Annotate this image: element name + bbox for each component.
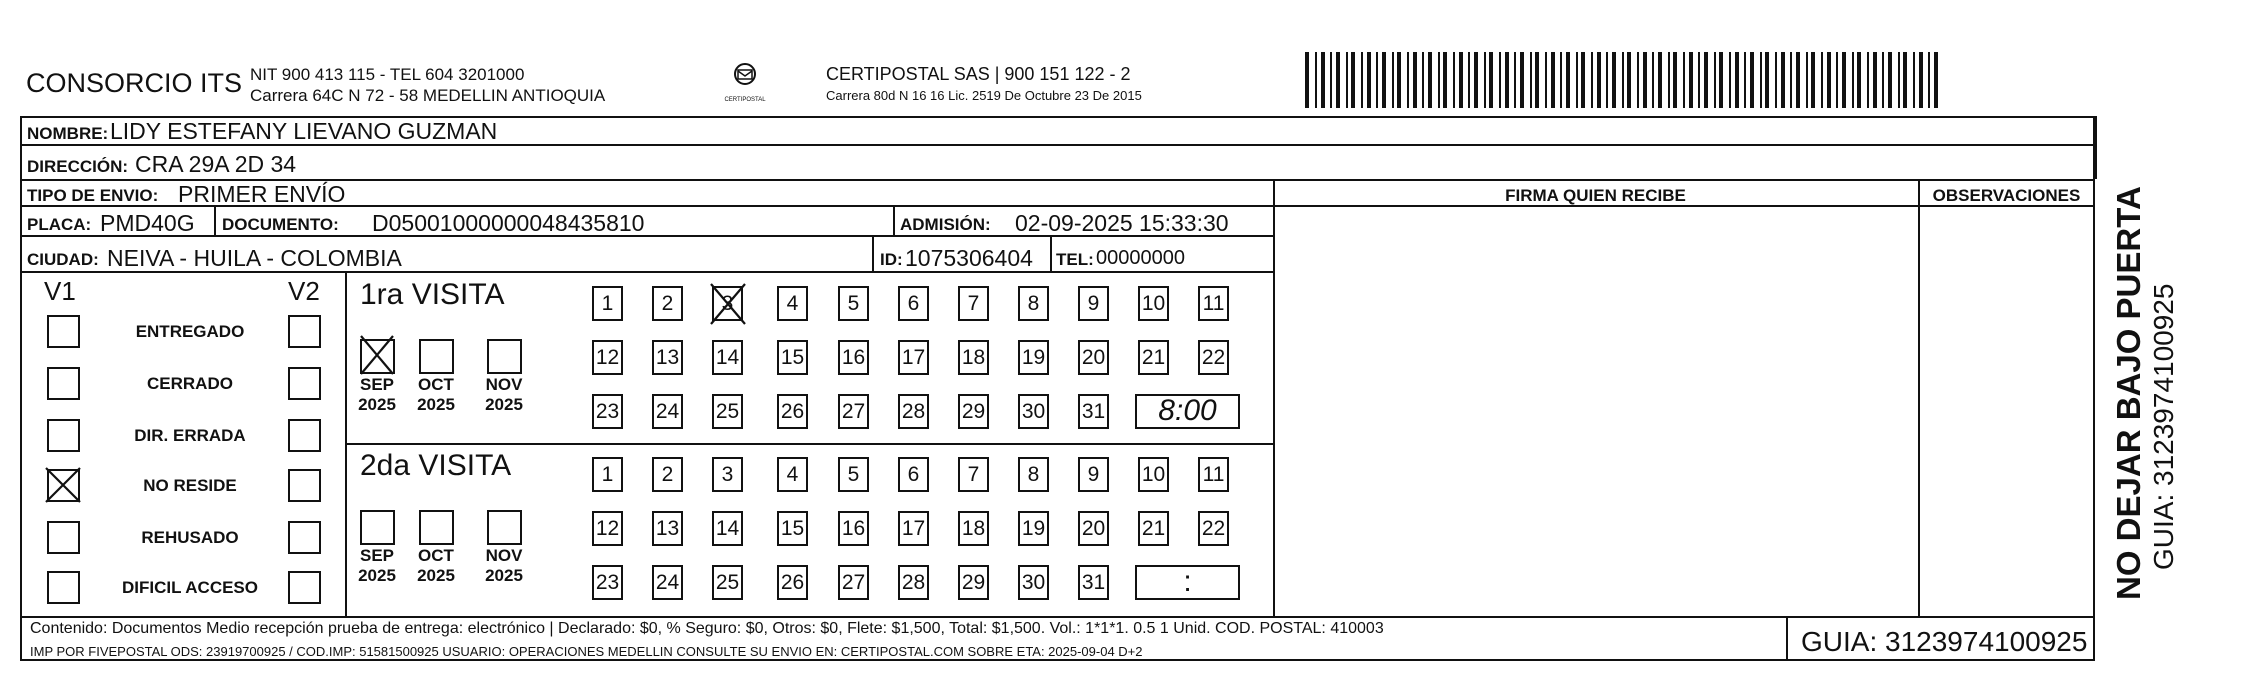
day-box[interactable]: 10	[1138, 286, 1169, 321]
month-year: 2025	[358, 566, 396, 585]
barcode-bar	[1857, 52, 1861, 108]
address-line: Carrera 64C N 72 - 58 MEDELLIN ANTIOQUIA	[250, 86, 606, 105]
day-box[interactable]: 23	[592, 394, 623, 429]
barcode-bar	[1489, 52, 1493, 108]
side-panel	[2110, 186, 2180, 600]
v1-checkbox[interactable]	[47, 367, 80, 400]
day-box[interactable]: 24	[652, 565, 683, 600]
day-box[interactable]: 16	[838, 340, 869, 375]
barcode-bar	[1836, 52, 1838, 108]
month-label	[479, 546, 529, 586]
day-box[interactable]: 17	[898, 340, 929, 375]
month-name: SEP	[359, 375, 395, 394]
partner-sub: Carrera 80d N 16 16 Lic. 2519 De Octubre 23 De 2015	[826, 88, 1142, 103]
month-year: 2025	[358, 395, 396, 414]
barcode-bar	[1934, 52, 1938, 108]
barcode-bar	[1729, 52, 1731, 108]
barcode-bar	[1919, 52, 1923, 108]
day-box[interactable]: 28	[898, 565, 929, 600]
admision-label: ADMISIÓN:	[900, 215, 991, 234]
nit-line: NIT 900 413 115 - TEL 604 3201000	[250, 65, 525, 84]
barcode-bar	[1627, 52, 1631, 108]
barcode-bar	[1622, 52, 1624, 108]
day-box[interactable]: 10	[1138, 457, 1169, 492]
month-name: OCT	[418, 546, 454, 565]
month-label	[352, 546, 402, 586]
barcode-bar	[1811, 52, 1815, 108]
barcode-bar	[1882, 52, 1884, 108]
barcode-bar	[1545, 52, 1547, 108]
placa-label: PLACA:	[27, 215, 92, 234]
barcode	[1305, 52, 1939, 108]
barcode-bar	[1530, 52, 1532, 108]
month-year: 2025	[485, 566, 523, 585]
tipo-envio-label: TIPO DE ENVIO:	[27, 186, 159, 205]
day-box[interactable]: 13	[652, 340, 683, 375]
barcode-bar	[1735, 52, 1739, 108]
v1-header: V1	[44, 276, 76, 306]
day-box[interactable]: 21	[1138, 511, 1169, 546]
day-box[interactable]: 18	[958, 340, 989, 375]
month-label	[352, 375, 402, 415]
barcode-bar	[1505, 52, 1509, 108]
month-year: 2025	[417, 395, 455, 414]
footer-content: Contenido: Documentos Medio recepción prueba de entrega: electrónico | Declarado: $0, % Seguro: $0, Otros: $0, Flete: $1,500, Total: $1,500. Vol.: 1*1*1. 0.5 1 Unid. COD. POSTAL: 410003	[30, 620, 1384, 637]
month-year: 2025	[417, 566, 455, 585]
day-box[interactable]: 29	[958, 394, 989, 429]
barcode-bar	[1351, 52, 1355, 108]
barcode-bar	[1775, 52, 1777, 108]
barcode-bar	[1597, 52, 1601, 108]
barcode-bar	[1499, 52, 1501, 108]
partner-line: CERTIPOSTAL SAS | 900 151 122 - 2	[826, 64, 1131, 84]
v1-checkbox[interactable]	[47, 315, 80, 348]
tel-value: 00000000	[1096, 247, 1185, 269]
day-box[interactable]: 8	[1018, 286, 1049, 321]
side-guia: GUIA: 3123974100925	[2148, 283, 2179, 570]
barcode-bar	[1821, 52, 1823, 108]
barcode-bar	[1888, 52, 1892, 108]
day-box[interactable]: 31	[1078, 565, 1109, 600]
barcode-bar	[1806, 52, 1808, 108]
day-box[interactable]: 30	[1018, 565, 1049, 600]
footer-print-info: IMP POR FIVEPOSTAL ODS: 23919700925 / COD.IMP: 51581500925 USUARIO: OPERACIONES MEDELLIN CONSULTE SU ENVIO EN: CERTIPOSTAL.COM SOBRE ETA: 2025-09-04 D+2	[30, 644, 1143, 659]
company-name: CONSORCIO ITS	[26, 68, 243, 98]
tel-label: TEL:	[1056, 250, 1094, 269]
admision-value: 02-09-2025 15:33:30	[1015, 210, 1229, 236]
barcode-bar	[1903, 52, 1907, 108]
day-box[interactable]: 6	[898, 457, 929, 492]
visit-2-title: 2da VISITA	[360, 449, 512, 482]
barcode-bar	[1443, 52, 1447, 108]
day-box[interactable]: 25	[712, 565, 743, 600]
day-box[interactable]: 27	[838, 565, 869, 600]
barcode-bar	[1453, 52, 1455, 108]
company-info	[250, 64, 605, 106]
barcode-bar	[1514, 52, 1516, 108]
barcode-bar	[1305, 52, 1309, 108]
month-name: NOV	[485, 375, 523, 394]
month-checkbox[interactable]	[360, 339, 395, 374]
barcode-bar	[1714, 52, 1716, 108]
day-box[interactable]: 2	[652, 286, 683, 321]
day-box[interactable]: 23	[592, 565, 623, 600]
nombre-label: NOMBRE:	[27, 124, 109, 143]
barcode-bar	[1330, 52, 1332, 108]
barcode-bar	[1535, 52, 1539, 108]
day-box[interactable]: 20	[1078, 340, 1109, 375]
day-box[interactable]: 30	[1018, 394, 1049, 429]
barcode-bar	[1376, 52, 1378, 108]
status-label: REHUSADO	[141, 528, 239, 547]
barcode-bar	[1689, 52, 1693, 108]
day-box[interactable]: 9	[1078, 286, 1109, 321]
day-box[interactable]: 19	[1018, 511, 1049, 546]
v2-checkbox[interactable]	[288, 315, 321, 348]
v2-checkbox[interactable]	[288, 419, 321, 452]
barcode-bar	[1591, 52, 1593, 108]
barcode-bar	[1842, 52, 1846, 108]
guia-footer: GUIA: 3123974100925	[1801, 626, 2088, 657]
barcode-bar	[1719, 52, 1723, 108]
day-box[interactable]: 27	[838, 394, 869, 429]
barcode-bar	[1413, 52, 1417, 108]
barcode-bar	[1790, 52, 1792, 108]
day-box[interactable]: 4	[777, 457, 808, 492]
day-box[interactable]: 20	[1078, 511, 1109, 546]
status-label: DIFICIL ACCESO	[121, 578, 258, 597]
v2-checkbox[interactable]	[288, 571, 321, 604]
day-box[interactable]: 6	[898, 286, 929, 321]
month-label	[411, 546, 461, 586]
day-box[interactable]: 3	[712, 457, 743, 492]
day-box[interactable]: 11	[1198, 286, 1229, 321]
barcode-bar	[1392, 52, 1394, 108]
barcode-bar	[1606, 52, 1608, 108]
day-box[interactable]: 13	[652, 511, 683, 546]
barcode-bar	[1468, 52, 1470, 108]
barcode-bar	[1382, 52, 1386, 108]
barcode-bar	[1928, 52, 1930, 108]
month-checkbox[interactable]	[360, 510, 395, 545]
status-label: ENTREGADO	[135, 322, 245, 341]
day-box[interactable]: 11	[1198, 457, 1229, 492]
barcode-bar	[1560, 52, 1562, 108]
signature-area[interactable]	[1275, 207, 1916, 614]
ciudad-value: NEIVA - HUILA - COLOMBIA	[107, 245, 402, 271]
day-box[interactable]: 5	[838, 286, 869, 321]
direccion-label: DIRECCIÓN:	[27, 157, 129, 176]
v1-checkbox[interactable]	[47, 521, 80, 554]
barcode-bar	[1581, 52, 1585, 108]
day-box[interactable]: 16	[838, 511, 869, 546]
day-box[interactable]: 28	[898, 394, 929, 429]
barcode-bar	[1520, 52, 1524, 108]
ciudad-label: CIUDAD:	[27, 250, 99, 269]
barcode-bar	[1459, 52, 1463, 108]
barcode-bar	[1612, 52, 1616, 108]
envelope-seal-icon	[720, 62, 770, 103]
status-label: CERRADO	[147, 374, 233, 393]
status-label: NO RESIDE	[143, 476, 237, 495]
barcode-bar	[1898, 52, 1900, 108]
barcode-bar	[1704, 52, 1708, 108]
day-box[interactable]: 5	[838, 457, 869, 492]
visit-1-title: 1ra VISITA	[360, 278, 505, 311]
barcode-bar	[1827, 52, 1831, 108]
logo-text: CERTIPOSTAL	[724, 97, 766, 103]
side-warning: NO DEJAR BAJO PUERTA	[2110, 186, 2147, 600]
barcode-bar	[1913, 52, 1915, 108]
barcode-bar	[1658, 52, 1662, 108]
barcode-bar	[1637, 52, 1639, 108]
month-name: SEP	[359, 546, 395, 565]
barcode-bar	[1422, 52, 1424, 108]
day-box[interactable]: 3	[712, 286, 743, 321]
placa-value: PMD40G	[100, 210, 195, 236]
month-checkbox[interactable]	[487, 510, 522, 545]
barcode-bar	[1744, 52, 1746, 108]
v1-checkbox[interactable]	[47, 469, 80, 502]
barcode-bar	[1551, 52, 1555, 108]
barcode-bar	[1673, 52, 1677, 108]
nombre-value: LIDY ESTEFANY LIEVANO GUZMAN	[110, 118, 498, 144]
status-label: DIR. ERRADA	[134, 426, 246, 445]
v2-checkbox[interactable]	[288, 367, 321, 400]
barcode-bar	[1668, 52, 1670, 108]
month-name: OCT	[418, 375, 454, 394]
barcode-bar	[1796, 52, 1800, 108]
day-box[interactable]: 7	[958, 457, 989, 492]
observaciones-header: OBSERVACIONES	[1932, 186, 2081, 205]
day-box[interactable]: 8	[1018, 457, 1049, 492]
barcode-bar	[1336, 52, 1340, 108]
day-box[interactable]: 15	[777, 511, 808, 546]
v2-checkbox[interactable]	[288, 469, 321, 502]
time-box[interactable]: 8:00	[1135, 394, 1240, 429]
time-box[interactable]: :	[1135, 565, 1240, 600]
tipo-envio-value: PRIMER ENVÍO	[178, 181, 346, 207]
barcode-bar	[1367, 52, 1371, 108]
day-box[interactable]: 7	[958, 286, 989, 321]
month-name: NOV	[485, 546, 523, 565]
barcode-bar	[1315, 52, 1317, 108]
day-box[interactable]: 22	[1198, 340, 1229, 375]
month-year: 2025	[485, 395, 523, 414]
direccion-value: CRA 29A 2D 34	[135, 151, 297, 177]
barcode-bar	[1760, 52, 1762, 108]
barcode-bar	[1407, 52, 1409, 108]
day-box[interactable]: 1	[592, 457, 623, 492]
day-box[interactable]: 12	[592, 511, 623, 546]
barcode-bar	[1361, 52, 1363, 108]
month-checkbox[interactable]	[419, 510, 454, 545]
documento-label: DOCUMENTO:	[222, 215, 339, 234]
barcode-bar	[1346, 52, 1348, 108]
day-box[interactable]: 14	[712, 511, 743, 546]
observations-area[interactable]	[1920, 207, 2093, 614]
barcode-bar	[1781, 52, 1785, 108]
day-box[interactable]: 22	[1198, 511, 1229, 546]
month-label	[411, 375, 461, 415]
day-box[interactable]: 4	[777, 286, 808, 321]
barcode-bar	[1484, 52, 1486, 108]
v2-checkbox[interactable]	[288, 521, 321, 554]
day-box[interactable]: 26	[777, 394, 808, 429]
day-box[interactable]: 15	[777, 340, 808, 375]
day-box[interactable]: 29	[958, 565, 989, 600]
barcode-bar	[1428, 52, 1432, 108]
day-box[interactable]: 2	[652, 457, 683, 492]
barcode-bar	[1683, 52, 1685, 108]
barcode-bar	[1765, 52, 1769, 108]
day-box[interactable]: 14	[712, 340, 743, 375]
day-box[interactable]: 31	[1078, 394, 1109, 429]
day-box[interactable]: 26	[777, 565, 808, 600]
day-box[interactable]: 9	[1078, 457, 1109, 492]
barcode-bar	[1321, 52, 1325, 108]
day-box[interactable]: 1	[592, 286, 623, 321]
barcode-bar	[1852, 52, 1854, 108]
barcode-bar	[1873, 52, 1877, 108]
barcode-bar	[1698, 52, 1700, 108]
month-checkbox[interactable]	[487, 339, 522, 374]
barcode-bar	[1652, 52, 1654, 108]
partner-info	[826, 64, 1142, 106]
barcode-bar	[1867, 52, 1869, 108]
day-box[interactable]: 17	[898, 511, 929, 546]
barcode-bar	[1566, 52, 1570, 108]
barcode-bar	[1576, 52, 1578, 108]
firma-header: FIRMA QUIEN RECIBE	[1505, 186, 1686, 205]
day-box[interactable]: 21	[1138, 340, 1169, 375]
day-box[interactable]: 25	[712, 394, 743, 429]
day-box[interactable]: 18	[958, 511, 989, 546]
v1-checkbox[interactable]	[47, 419, 80, 452]
month-label	[479, 375, 529, 415]
id-value: 1075306404	[905, 245, 1033, 271]
month-checkbox[interactable]	[419, 339, 454, 374]
barcode-bar	[1643, 52, 1647, 108]
documento-value: D05001000000048435810	[372, 210, 645, 236]
barcode-bar	[1474, 52, 1478, 108]
v1-checkbox[interactable]	[47, 571, 80, 604]
barcode-bar	[1397, 52, 1401, 108]
barcode-bar	[1750, 52, 1754, 108]
v2-header: V2	[288, 276, 320, 306]
day-box[interactable]: 19	[1018, 340, 1049, 375]
day-box[interactable]: 24	[652, 394, 683, 429]
day-box[interactable]: 12	[592, 340, 623, 375]
barcode-bar	[1438, 52, 1440, 108]
id-label: ID:	[880, 250, 903, 269]
